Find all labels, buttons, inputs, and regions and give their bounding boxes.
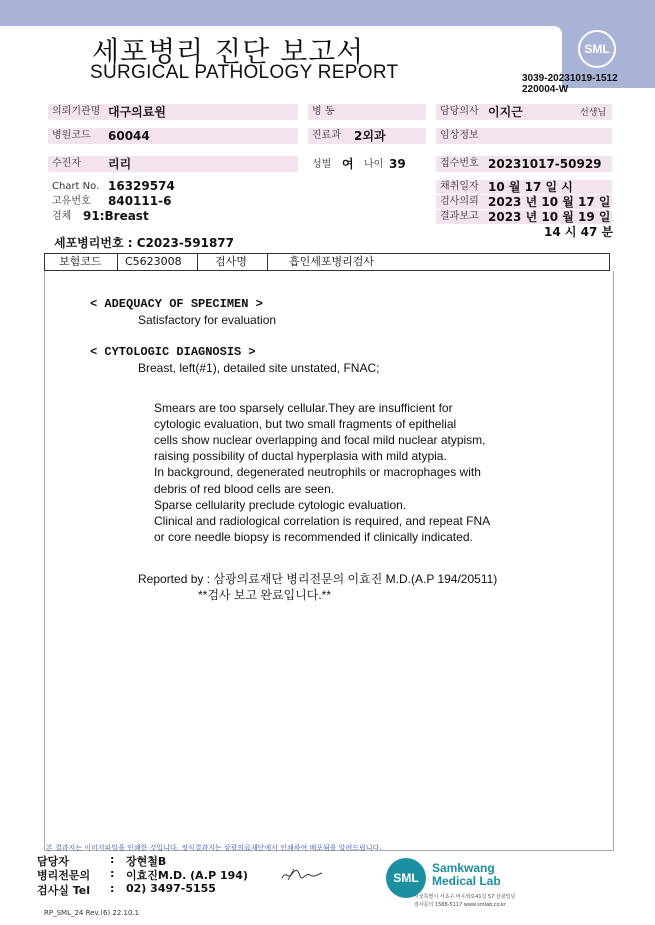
diagnosis-line: cytologic evaluation, but two small fragments of epithelial bbox=[154, 417, 457, 431]
test-code-bar bbox=[44, 253, 610, 271]
lab-tel-value: 02) 3497-5155 bbox=[126, 882, 216, 895]
collection-date-label: 채취일자 bbox=[436, 180, 612, 194]
diagnosis-site: Breast, left(#1), detailed site unstated, FNAC; bbox=[138, 361, 380, 375]
signature-icon bbox=[280, 866, 324, 882]
ward-label: 병 동 bbox=[308, 104, 426, 120]
clinical-info-label: 임상정보 bbox=[436, 128, 612, 144]
insurance-code-label: 보험코드 bbox=[59, 255, 102, 268]
colon: : bbox=[110, 867, 115, 880]
hospital-code-value: 60044 bbox=[108, 129, 150, 143]
receipt-no-value: 20231017-50929 bbox=[488, 157, 602, 171]
colon: : bbox=[110, 882, 115, 895]
divider bbox=[117, 254, 118, 270]
disclaimer-text: 본 결과지는 이미지파일을 인쇄한 것입니다. 정식결과지는 삼광의료재단에서 인쇄하여 배포됨을 알려드립니다. bbox=[46, 844, 382, 852]
diagnosis-line: or core needle biopsy is recommended if clinically indicated. bbox=[154, 530, 473, 544]
unique-no-label: 고유번호 bbox=[52, 196, 91, 207]
request-date-label: 검사의뢰 bbox=[436, 195, 612, 209]
hospital-code-label: 병원코드 bbox=[48, 128, 298, 144]
cytology-number: 세포병리번호 : C2023-591877 bbox=[54, 236, 234, 250]
institution-label: 의뢰기관명 bbox=[48, 104, 298, 120]
divider bbox=[267, 254, 268, 270]
doctor-value: 이지근 bbox=[488, 105, 523, 119]
receipt-no-label: 접수번호 bbox=[436, 156, 612, 172]
divider bbox=[197, 254, 198, 270]
lab-address: 서울특별시 서초구 바우뫼로41길 57 삼광빌딩 검사문의 1588-5117 www.smlab.co.kr bbox=[414, 894, 516, 908]
institution-value: 대구의료원 bbox=[108, 105, 166, 119]
report-date-label: 결과보고 bbox=[436, 210, 612, 224]
diagnosis-line: debris of red blood cells are seen. bbox=[154, 482, 335, 496]
diagnosis-line: Smears are too sparsely cellular.They are insufficient for bbox=[154, 401, 453, 415]
adequacy-heading: < ADEQUACY OF SPECIMEN > bbox=[90, 297, 263, 311]
diagnosis-line: Sparse cellularity preclude cytologic evaluation. bbox=[154, 498, 407, 512]
document-code: 3039-20231019-1512 220004-W bbox=[522, 73, 618, 95]
examinee-label: 수진자 bbox=[48, 156, 298, 172]
sex-value: 여 bbox=[342, 157, 354, 171]
age-value: 39 bbox=[389, 157, 406, 171]
examinee-value: 리리 bbox=[108, 157, 132, 171]
doctor-suffix: 선생님 bbox=[580, 108, 607, 118]
diagnosis-heading: < CYTOLOGIC DIAGNOSIS > bbox=[90, 345, 256, 359]
diagnosis-line: raising possibility of ductal hyperplasia with mild atypia. bbox=[154, 449, 447, 463]
test-name-label: 검사명 bbox=[215, 255, 247, 268]
title-english: SURGICAL PATHOLOGY REPORT bbox=[90, 62, 399, 83]
pathologist-label: 병리전문의 bbox=[37, 869, 91, 882]
reported-by: Reported by : 삼광의료재단 병리전문의 이효진 M.D.(A.P 194/20511) bbox=[138, 572, 498, 586]
report-date-value: 2023 년 10 월 19 일 bbox=[488, 210, 611, 224]
collection-date-value: 10 월 17 일 시 bbox=[488, 180, 573, 194]
adequacy-text: Satisfactory for evaluation bbox=[138, 313, 277, 327]
diagnosis-line: In background, degenerated neutrophils or macrophages with bbox=[154, 465, 481, 479]
colon: : bbox=[110, 853, 115, 866]
samkwang-logo-icon: SML bbox=[386, 858, 426, 898]
insurance-code-value: C5623008 bbox=[125, 255, 182, 268]
diagnosis-line: cells show nuclear overlapping and focal mild nuclear atypism, bbox=[154, 433, 486, 447]
sex-label: 성별 bbox=[312, 159, 332, 170]
samkwang-brand: Samkwang Medical Lab bbox=[432, 861, 501, 888]
age-label: 나이 bbox=[364, 159, 384, 170]
department-label: 진료과 bbox=[308, 128, 426, 144]
specimen-label: 검체 bbox=[52, 211, 72, 222]
department-value: 2외과 bbox=[354, 129, 386, 143]
report-time-value: 14 시 47 분 bbox=[544, 225, 614, 239]
manager-label: 담당자 bbox=[37, 855, 69, 868]
chart-no-label: Chart No. bbox=[52, 181, 100, 192]
lab-tel-label: 검사실 Tel bbox=[37, 884, 90, 897]
chart-no-value: 16329574 bbox=[108, 179, 175, 193]
report-complete-note: **검사 보고 완료입니다.** bbox=[198, 588, 332, 602]
unique-no-value: 840111-6 bbox=[108, 194, 172, 208]
doctor-label: 담당의사 bbox=[436, 104, 612, 120]
manager-value: 장현철B bbox=[126, 855, 167, 868]
form-code: RP_SML_24 Rev.(6) 22.10.1 bbox=[44, 909, 140, 917]
specimen-value: 91:Breast bbox=[83, 209, 149, 223]
test-name-value: 흡인세포병리검사 bbox=[289, 255, 375, 268]
pathologist-value: 이효진M.D. (A.P 194) bbox=[126, 869, 248, 882]
request-date-value: 2023 년 10 월 17 일 bbox=[488, 195, 611, 209]
sml-logo-icon: SML bbox=[578, 30, 616, 68]
diagnosis-line: Clinical and radiological correlation is required, and repeat FNA bbox=[154, 514, 491, 528]
title-korean: 세포병리 진단 보고서 bbox=[92, 35, 365, 68]
